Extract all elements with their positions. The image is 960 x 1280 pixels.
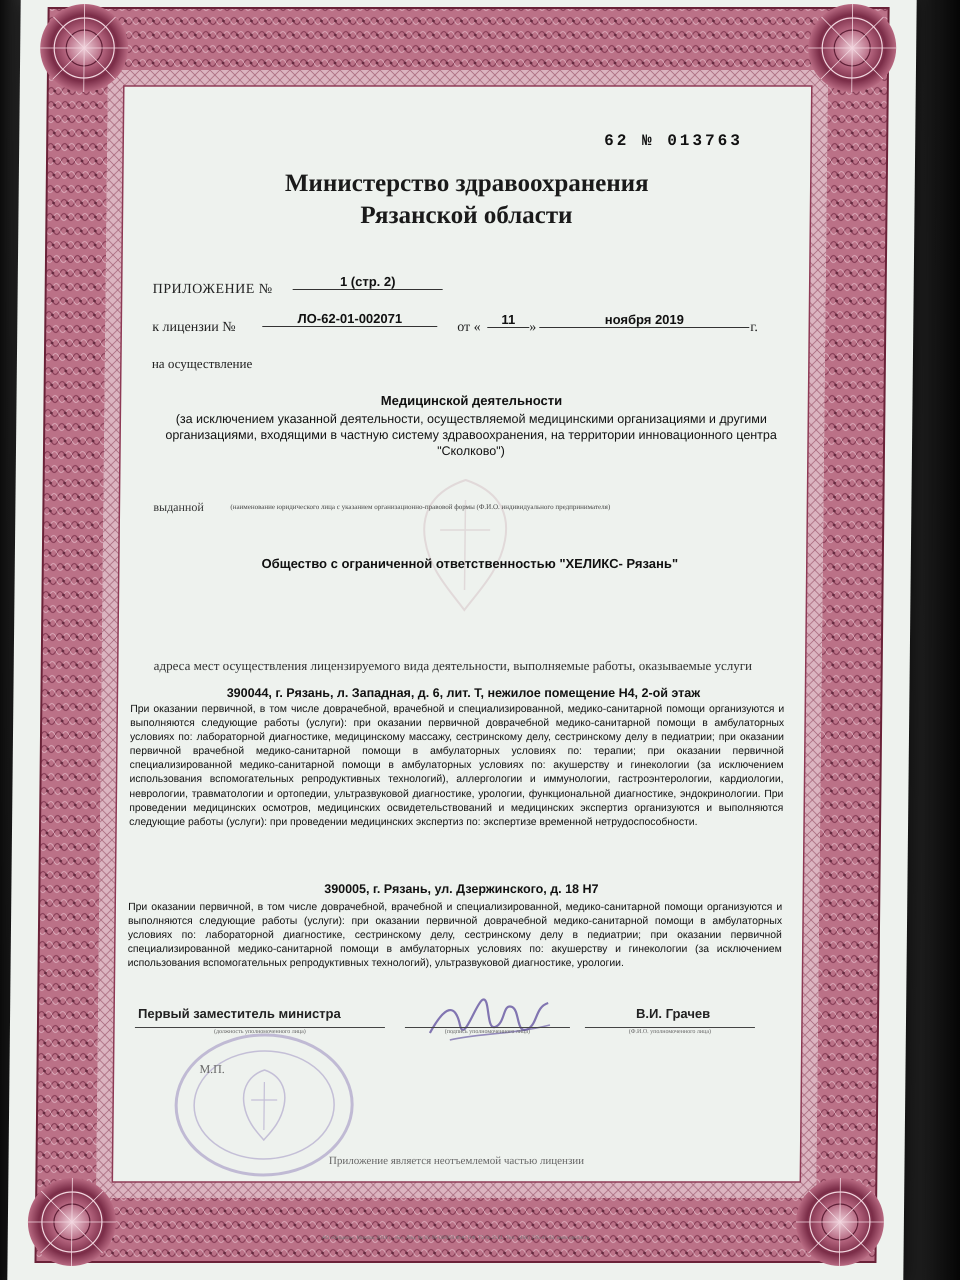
footer-note: Приложение является неотъемлемой частью лицензии: [328, 1155, 585, 1167]
addresses-label: адреса мест осуществления лицензируемого вида деятельности, выполняемые работы, оказываемые услуги: [153, 658, 753, 673]
license-date-month-year: ноября 2019: [539, 312, 749, 328]
organization-name: Общество с ограниченной ответственностью "ХЕЛИКС- Рязань": [261, 556, 679, 571]
date-from-label: от «: [457, 320, 481, 335]
address-2-services: При оказании первичной, в том числе доврачебной, врачебной и специализированной, медико-санитарной помощи организуются и выполняются следующие работы (услуги): при оказании первичной доврачебной медико-санитарной помощи в амбулаторных условиях по: лабораторной диагностике, сестринскому делу, сестринскому делу в педиатрии; при оказании первичной специализированной медико-санитарной помощи в амбулаторных условиях по: акушерству и гинекологии (за исключением использования вспомогательных репродуктивных технологий), ультразвуковой диагностике, урологии.: [127, 902, 783, 970]
activity-title: Медицинской деятельности: [380, 393, 563, 408]
address-2: 390005, г. Рязань, ул. Дзержинского, д. 18 Н7: [324, 882, 599, 896]
license-appendix-sheet: [7, 0, 916, 1280]
license-number: ЛО-62-01-002071: [262, 311, 437, 327]
coat-of-arms-watermark-icon: [404, 470, 526, 620]
address-1-services: При оказании первичной, в том числе доврачебной, врачебной и специализированной, медико-санитарной помощи организуются и выполняются следующие работы (услуги): при оказании первичной доврачебной медико-санитарной помощи в амбулаторных условиях по: лабораторной диагностике, медицинскому массажу, сестринскому делу, сестринскому делу в педиатрии; при оказании первичной врачебной медико-санитарной помощи в амбулаторных условиях по: терапии; при оказании первичной специализированной медико-санитарной помощи в амбулаторных условиях по: акушерству и гинекологии (за исключением использования вспомогательных репродуктивных технологий), аллергологии и иммунологии, гастроэнтерологии, кардиологии, неврологии, травматологии и ортопедии, ультразвуковой диагностике, урологии, функциональной диагностике, эндокринологии. При проведении медицинских осмотров, медицинских освидетельствований и медицинских экспертиз организуются и выполняются следующие работы (услуги): при проведении медицинских экспертиз по: экспертизе временной нетрудоспособности.: [129, 704, 785, 828]
issued-label: выданной: [153, 500, 204, 514]
signer-name: В.И. Грачев: [636, 1006, 711, 1021]
signer-name-caption: (Ф.И.О. уполномоченного лица): [585, 1027, 755, 1035]
license-date-day: 11: [487, 312, 529, 328]
address-1: 390044, г. Рязань, л. Западная, д. 6, лит. Т, нежилое помещение Н4, 2-ой этаж: [226, 686, 701, 700]
form-serial-number: 62 № 013763: [604, 132, 743, 150]
appendix-number: 1 (стр. 2): [293, 274, 443, 290]
activity-prefix: на осуществление: [151, 356, 253, 371]
issuing-authority-line-2: Рязанской области: [360, 202, 573, 229]
appendix-label: ПРИЛОЖЕНИЕ №: [152, 282, 273, 297]
signature-caption: (подпись уполномоченного лица): [405, 1027, 570, 1035]
year-suffix: г.: [750, 320, 759, 335]
signer-role-caption: (должность уполномоченного лица): [135, 1027, 385, 1035]
issuing-authority-line-1: Министерство здравоохранения: [284, 170, 649, 197]
seal-place-label: М.П.: [199, 1062, 225, 1076]
date-quote-close: »: [529, 320, 537, 335]
issued-caption: (наименование юридического лица с указанием организационно-правовой формы (Ф.И.О. индивидуального предпринимателя): [230, 503, 611, 511]
signer-role: Первый заместитель министра: [138, 1006, 341, 1021]
printer-imprint: АО «Опцион», Москва, 2019 г., «Б», Лиц. № 05-05-09/003 ФНС РФ. Т3 № 2131. Тел.: (495) 726-47-42, www.opcion.ru: [322, 1235, 590, 1241]
handwritten-signature-icon: [420, 985, 561, 1055]
license-label: к лицензии №: [152, 320, 236, 335]
activity-note: (за исключением указанной деятельности, осуществляемой медицинскими организациями и другими организациями, входящими в частную систему здравоохранения, на территории инновационного центра "Сколково"): [165, 412, 777, 458]
